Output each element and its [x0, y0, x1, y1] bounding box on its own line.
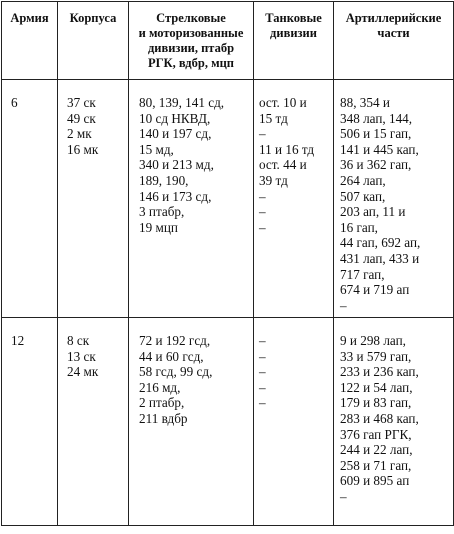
cell-line: 141 и 445 кап, — [340, 141, 419, 157]
cell-line: – — [259, 348, 266, 364]
cell-army — [2, 318, 58, 526]
army-number: 12 — [11, 333, 25, 348]
cell-line: 72 и 192 гсд, — [139, 333, 211, 348]
cell-line: 16 гап, — [340, 219, 378, 235]
cell-line: 258 и 71 гап, — [340, 457, 412, 473]
header-artillery — [334, 2, 454, 80]
cell-line: 9 и 298 лап, — [340, 333, 406, 348]
cell-line: 3 птабр, — [139, 204, 185, 220]
corps-list — [67, 333, 128, 380]
cell-line: 39 тд — [259, 172, 288, 188]
cell-line: 80, 139, 141 сд, — [139, 95, 225, 110]
cell-line: 609 и 895 ап — [340, 473, 410, 489]
corps-list — [67, 95, 128, 157]
cell-line: 44 и 60 гсд, — [139, 348, 204, 364]
cell-line: 10 сд НКВД, — [139, 110, 211, 126]
cell-line: – — [259, 188, 266, 204]
cell-artillery — [334, 80, 454, 318]
cell-line: 189, 190, — [139, 172, 189, 188]
cell-line: 16 мк — [67, 141, 99, 157]
artillery-list — [340, 333, 453, 505]
header-corps — [58, 2, 129, 80]
cell-line: 58 гсд, 99 сд, — [139, 364, 213, 380]
cell-line: 44 гап, 692 ап, — [340, 235, 421, 251]
cell-rifle-divisions — [129, 80, 254, 318]
cell-line: 717 гап, — [340, 266, 385, 282]
cell-line: 348 лап, 144, — [340, 110, 413, 126]
cell-line: ост. 44 и — [259, 157, 307, 173]
cell-line: 211 вдбр — [139, 410, 188, 426]
cell-line: 33 и 579 гап, — [340, 348, 412, 364]
cell-line: – — [259, 333, 266, 348]
artillery-list — [340, 95, 453, 313]
table-row — [2, 318, 454, 526]
cell-artillery — [334, 318, 454, 526]
cell-tank-divisions — [254, 80, 334, 318]
cell-line: 376 гап РГК, — [340, 426, 412, 442]
cell-rifle-divisions — [129, 318, 254, 526]
cell-line: 37 ск — [67, 95, 96, 110]
cell-line: – — [259, 379, 266, 395]
cell-line: 88, 354 и — [340, 95, 390, 110]
cell-line: – — [259, 219, 266, 235]
cell-corps — [58, 80, 129, 318]
rifle-divisions-list — [139, 95, 253, 235]
header-corps-label: Корпуса — [69, 11, 117, 25]
cell-line: 216 мд, — [139, 379, 181, 395]
army-units-table — [1, 1, 454, 526]
header-tank-divisions — [254, 2, 334, 80]
cell-line: 36 и 362 гап, — [340, 157, 412, 173]
cell-line: 674 и 719 ап — [340, 282, 410, 298]
cell-line: 179 и 83 гап, — [340, 395, 412, 411]
header-rifle-divisions — [129, 2, 254, 80]
cell-line: 146 и 173 сд, — [139, 188, 212, 204]
cell-line: – — [259, 204, 266, 220]
cell-line: 19 мцп — [139, 219, 178, 235]
table-row — [2, 80, 454, 318]
cell-line: 140 и 197 сд, — [139, 126, 212, 142]
cell-line: 264 лап, — [340, 172, 386, 188]
header-artillery-label: Артиллерийские части — [345, 11, 442, 40]
header-army — [2, 2, 58, 80]
cell-line: 233 и 236 кап, — [340, 364, 419, 380]
cell-line: 49 ск — [67, 110, 96, 126]
cell-line: 431 лап, 433 и — [340, 250, 420, 266]
cell-line: – — [340, 297, 347, 313]
cell-line: 507 кап, — [340, 188, 386, 204]
army-number: 6 — [11, 95, 18, 110]
cell-line: 8 ск — [67, 333, 90, 348]
cell-line: 506 и 15 гап, — [340, 126, 412, 142]
cell-line: 24 мк — [67, 364, 99, 380]
cell-line: – — [259, 364, 266, 380]
cell-line: ост. 10 и — [259, 95, 307, 110]
cell-line: 15 мд, — [139, 141, 174, 157]
cell-line: 244 и 22 лап, — [340, 442, 413, 458]
cell-line: 203 ап, 11 и — [340, 204, 406, 220]
cell-line: 122 и 54 лап, — [340, 379, 413, 395]
tank-divisions-list — [259, 95, 333, 235]
header-rifle-divisions-label: Стрелковые и моторизованные дивизии, птабр РГК, вдбр, мцп — [138, 11, 244, 70]
cell-line: 2 мк — [67, 126, 92, 142]
cell-line: – — [340, 488, 347, 504]
table-header-row — [2, 2, 454, 80]
cell-line: 13 ск — [67, 348, 96, 364]
cell-line: 283 и 468 кап, — [340, 410, 419, 426]
cell-corps — [58, 318, 129, 526]
cell-line: – — [259, 126, 266, 142]
cell-line: 15 тд — [259, 110, 288, 126]
rifle-divisions-list — [139, 333, 253, 427]
cell-line: – — [259, 395, 266, 411]
cell-tank-divisions — [254, 318, 334, 526]
cell-line: 11 и 16 тд — [259, 141, 315, 157]
cell-line: 2 птабр, — [139, 395, 185, 411]
header-tank-divisions-label: Танковые дивизии — [265, 11, 322, 40]
cell-line: 340 и 213 мд, — [139, 157, 214, 173]
header-army-label: Армия — [10, 11, 49, 25]
cell-army — [2, 80, 58, 318]
tank-divisions-list — [259, 333, 333, 411]
